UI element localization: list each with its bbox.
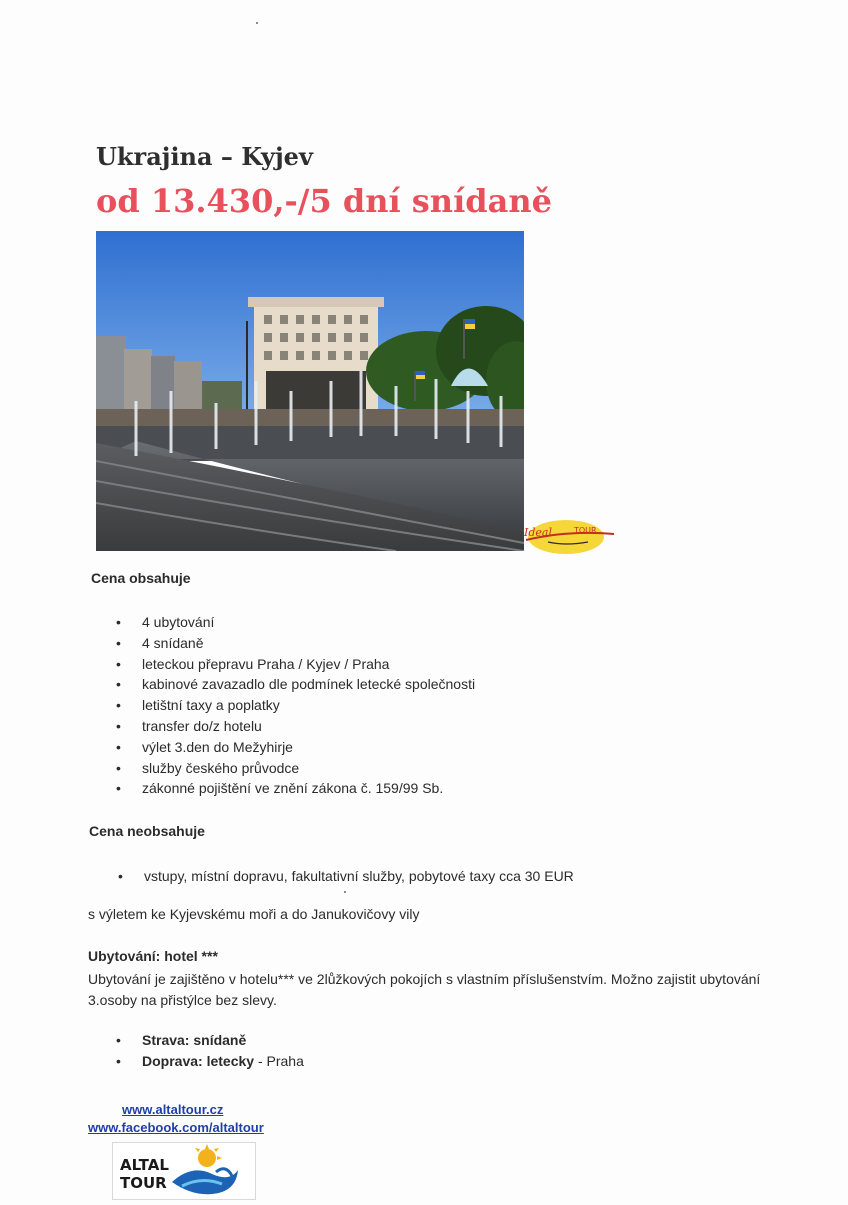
list-item: • zákonné pojištění ve znění zákona č. 159/99 Sb. [116, 778, 475, 799]
list-item: • kabinové zavazadlo dle podmínek letecké společnosti [116, 674, 475, 695]
list-item: • letištní taxy a poplatky [116, 695, 475, 716]
includes-list [116, 612, 475, 799]
trips-note: s výletem ke Kyjevskému moři a do Janukovičovy vily [88, 906, 420, 922]
website-link[interactable]: www.altaltour.cz [122, 1102, 224, 1117]
excludes-list [118, 866, 574, 887]
kyiv-maidan-photo [96, 231, 524, 551]
services-list [116, 1030, 304, 1072]
list-item: • 4 snídaně [116, 633, 475, 654]
ideal-tour-logo [518, 518, 618, 561]
scan-speck [256, 22, 258, 24]
scan-speck [344, 891, 346, 893]
transport-label: Doprava: letecky [142, 1052, 255, 1069]
accommodation-description: Ubytování je zajištěno v hotelu*** ve 2lůžkových pokojích s vlastním příslušenstvím. Možno zajistit ubytování 3.osoby na přistýlce bez slevy. [88, 971, 761, 1008]
logo-line-2: TOUR [120, 1174, 167, 1192]
transport-detail: - Praha [254, 1052, 304, 1069]
altal-tour-logo [112, 1142, 256, 1205]
list-item: • služby českého průvodce [116, 758, 475, 779]
list-item-transport [116, 1051, 304, 1072]
page-title: Ukrajina – Kyjev [96, 142, 313, 171]
list-item: • výlet 3.den do Mežyhirje [116, 737, 475, 758]
meals-label: Strava: snídaně [142, 1032, 247, 1048]
list-item: • transfer do/z hotelu [116, 716, 475, 737]
svg-text:Ideal: Ideal [524, 526, 552, 539]
logo-line-1: ALTAL [120, 1156, 169, 1174]
includes-heading: Cena obsahuje [91, 570, 191, 586]
facebook-link[interactable]: www.facebook.com/altaltour [88, 1120, 264, 1135]
list-item-meals [116, 1030, 304, 1051]
excludes-heading: Cena neobsahuje [89, 823, 205, 839]
list-item: • leteckou přepravu Praha / Kyjev / Praha [116, 654, 475, 675]
list-item: • 4 ubytování [116, 612, 475, 633]
svg-text:TOUR: TOUR [574, 526, 597, 535]
accommodation-heading: Ubytování: hotel *** [88, 948, 218, 964]
list-item: • vstupy, místní dopravu, fakultativní služby, pobytové taxy cca 30 EUR [118, 866, 574, 887]
price-headline: od 13.430,-/5 dní snídaně [96, 182, 552, 220]
